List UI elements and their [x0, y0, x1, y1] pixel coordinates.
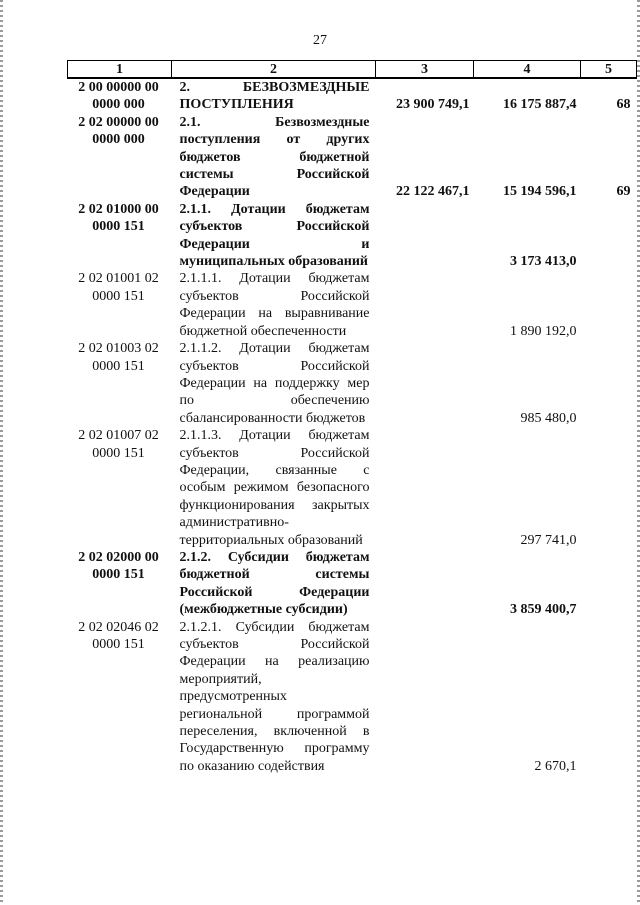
table-row	[68, 619, 637, 776]
row-col5: 69	[616, 184, 631, 200]
row-col3	[376, 201, 474, 271]
row-code: 2 00 00000 00 0000 000	[78, 80, 159, 113]
row-col3	[376, 619, 474, 776]
row-col4: 297 741,0	[520, 532, 577, 548]
row-col4: 3 173 413,0	[510, 254, 577, 270]
row-code: 2 02 02046 02 0000 151	[78, 619, 159, 652]
row-name: 2.1. Безвозмездные поступления от других бюджетов бюджетной системы Российской Федерации	[179, 114, 370, 200]
row-col5	[581, 549, 637, 619]
row-col5	[581, 340, 637, 427]
page-number: 27	[313, 33, 327, 48]
table-row	[68, 270, 637, 340]
row-col4: 2 670,1	[534, 758, 577, 774]
row-col4: 3 859 400,7	[510, 602, 577, 618]
row-code: 2 02 01001 02 0000 151	[78, 271, 159, 304]
row-col4: 985 480,0	[520, 410, 577, 426]
row-col3	[376, 427, 474, 549]
header-row	[68, 61, 637, 79]
row-col5	[581, 201, 637, 271]
row-code: 2 02 01003 02 0000 151	[78, 341, 159, 374]
header-col-1: 1	[68, 61, 172, 79]
scan-edge-left	[0, 0, 3, 905]
header-col-5: 5	[581, 61, 637, 79]
table-row	[68, 549, 637, 619]
row-name: 2.1.1.3. Дотации бюджетам субъектов Российской Федерации, связанные с особым режимом безопасного функционирования закрытых административно-территориальных образований	[179, 428, 370, 548]
table-row	[68, 340, 637, 427]
row-col5	[581, 427, 637, 549]
row-code: 2 02 02000 00 0000 151	[78, 549, 159, 583]
row-col3: 23 900 749,1	[396, 97, 470, 113]
row-col3: 22 122 467,1	[396, 184, 470, 200]
row-name: 2.1.1.1. Дотации бюджетам субъектов Российской Федерации на выравнивание бюджетной обеспеченности	[179, 271, 370, 339]
budget-table	[67, 60, 637, 775]
row-col5	[581, 619, 637, 776]
row-col4: 1 890 192,0	[510, 323, 577, 339]
row-name: 2.1.1.2. Дотации бюджетам субъектов Российской Федерации на поддержку мер по обеспечению сбалансированности бюджетов	[179, 341, 370, 426]
row-col3	[376, 549, 474, 619]
row-col5: 68	[616, 97, 631, 113]
row-code: 2 02 01007 02 0000 151	[78, 428, 159, 461]
table-row	[68, 201, 637, 271]
row-col5	[581, 270, 637, 340]
row-code: 2 02 00000 00 0000 000	[78, 114, 159, 148]
table-row	[68, 427, 637, 549]
table-row	[68, 114, 637, 201]
row-name: 2.1.2.1. Субсидии бюджетам субъектов Российской Федерации на реализацию мероприятий, предусмотренных региональной программой переселения, включенной в Государственную программу по оказанию содействия	[179, 619, 370, 774]
header-col-3: 3	[376, 61, 474, 79]
header-col-2: 2	[172, 61, 376, 79]
row-name: 2.1.2. Субсидии бюджетам бюджетной системы Российской Федерации (межбюджетные субсидии)	[179, 549, 370, 618]
row-code: 2 02 01000 00 0000 151	[78, 201, 159, 235]
row-col4: 15 194 596,1	[503, 184, 577, 200]
table-row	[68, 78, 637, 114]
header-col-4: 4	[474, 61, 581, 79]
row-name: 2.1.1. Дотации бюджетам субъектов Российской Федерации и муниципальных образований	[179, 201, 370, 270]
row-col3	[376, 270, 474, 340]
row-name: 2. БЕЗВОЗМЕЗДНЫЕ ПОСТУПЛЕНИЯ	[179, 80, 370, 113]
row-col3	[376, 340, 474, 427]
row-col4: 16 175 887,4	[503, 97, 577, 113]
